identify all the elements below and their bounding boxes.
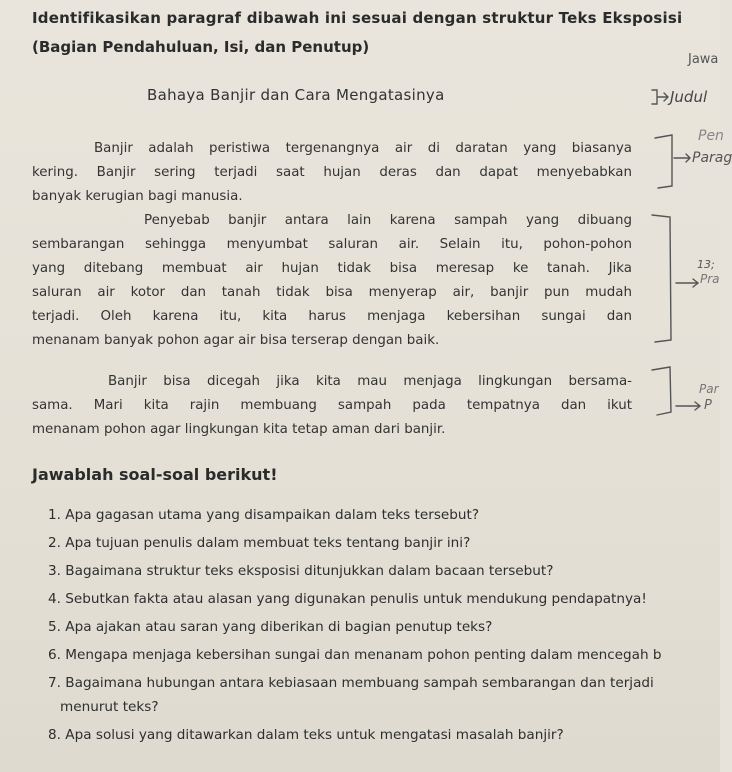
paragraph-line: Banjir bisa dicegah jika kita mau menjaga lingkungan bersama- [108,374,632,389]
question-item: 3. Bagaimana struktur teks eksposisi ditunjukkan dalam bacaan tersebut? [48,563,554,579]
handwritten-pra-label: Pra [700,272,720,286]
handwritten-parag-label: Parag [692,150,732,166]
paragraph-line: sama. Mari kita rajin membuang sampah pada tempatnya dan ikut [32,398,632,413]
paragraph-line: sembarangan sehingga menyumbat saluran air. Selain itu, pohon-pohon [32,237,632,252]
handwritten-par-label: Par [699,382,719,396]
paragraph-line: banyak kerugian bagi manusia. [32,189,243,204]
handwritten-p-label: P [704,398,712,413]
questions-heading: Jawablah soal-soal berikut! [32,465,278,484]
handwritten-number-note: 13; [697,258,715,271]
question-item: 4. Sebutkan fakta atau alasan yang digunakan penulis untuk mendukung pendapatnya! [48,591,647,607]
question-item: 1. Apa gagasan utama yang disampaikan dalam teks tersebut? [48,507,480,523]
handwritten-pen-label: Pen [698,128,724,144]
instruction-line-2: (Bagian Pendahuluan, Isi, dan Penutup) [32,38,370,56]
paragraph-line: Penyebab banjir antara lain karena sampah yang dibuang [144,213,632,228]
question-item: 2. Apa tujuan penulis dalam membuat teks tentang banjir ini? [48,535,471,551]
paragraph-line: menanam banyak pohon agar air bisa terserap dengan baik. [32,333,440,348]
paragraph-line: Banjir adalah peristiwa tergenangnya air di daratan yang biasanya [94,141,632,156]
handwritten-judul-label: Judul [670,88,708,106]
question-item: 5. Apa ajakan atau saran yang diberikan di bagian penutup teks? [48,619,493,635]
instruction-line-1: Identifikasikan paragraf dibawah ini sesuai dengan struktur Teks Eksposisi [32,9,683,27]
question-item-continuation: menurut teks? [60,699,159,715]
paragraph-line: yang ditebang membuat air hujan tidak bisa meresap ke tanah. Jika [32,261,632,276]
paragraph-line: kering. Banjir sering terjadi saat hujan deras dan dapat menyebabkan [32,165,632,180]
handwritten-answer-header: Jawa [688,52,719,67]
text-title: Bahaya Banjir dan Cara Mengatasinya [147,86,445,104]
question-item: 6. Mengapa menjaga kebersihan sungai dan menanam pohon penting dalam mencegah b [48,647,662,663]
paragraph-line: terjadi. Oleh karena itu, kita harus menjaga kebersihan sungai dan [32,309,632,324]
question-item: 8. Apa solusi yang ditawarkan dalam teks untuk mengatasi masalah banjir? [48,727,564,743]
question-item: 7. Bagaimana hubungan antara kebiasaan membuang sampah sembarangan dan terjadi [48,675,654,691]
paragraph-line: menanam pohon agar lingkungan kita tetap aman dari banjir. [32,422,446,437]
paragraph-line: saluran air kotor dan tanah tidak bisa menyerap air, banjir pun mudah [32,285,632,300]
